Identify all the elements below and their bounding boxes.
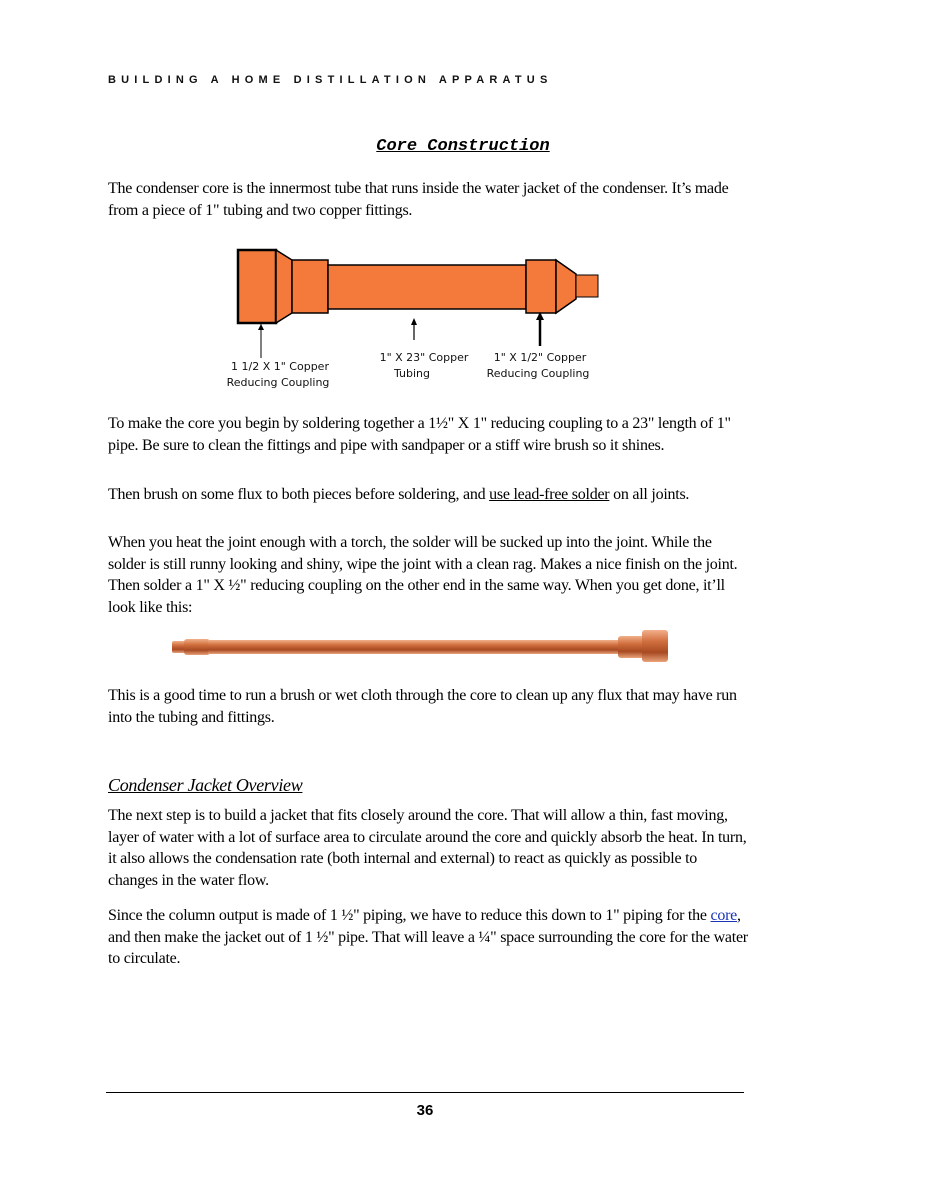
label-left-line1: 1 1/2 X 1" Copper [231, 360, 329, 373]
flux-text-after: on all joints. [609, 486, 690, 503]
label-right-line1: 1" X 1/2" Copper [493, 351, 587, 364]
large-coupling-neck [292, 260, 328, 313]
lead-free-solder-link[interactable]: use lead-free solder [489, 486, 610, 503]
label-middle-line1: 1" X 23" Copper [379, 351, 469, 364]
condenser-core-diagram [220, 240, 620, 390]
page-number: 36 [416, 1102, 434, 1119]
diagram-pipe [238, 250, 598, 323]
flux-text-before: Then brush on some flux to both pieces before soldering, and [108, 486, 490, 503]
label-left-line2: Reducing Coupling [226, 376, 330, 389]
small-coupling-body [526, 260, 556, 313]
small-coupling [184, 639, 210, 655]
core-link[interactable]: core [710, 907, 738, 924]
large-coupling [642, 630, 668, 662]
piping-text-before: Since the column output is made of 1 ½" piping, we have to reduce this down to 1" piping for the [108, 907, 711, 924]
main-tube [328, 265, 526, 309]
paragraph-clean: This is a good time to run a brush or wet cloth through the core to clean up any flux that may have run into the tubing and fittings. [108, 687, 737, 726]
subsection-title: Condenser Jacket Overview [108, 775, 303, 795]
paragraph-flux [108, 484, 748, 506]
section-title: Core Construction [376, 137, 550, 156]
coupling-neck [618, 636, 644, 658]
label-right-line2: Reducing Coupling [486, 367, 590, 380]
paragraph-piping [108, 905, 748, 970]
piping-text-after: , and then make the jacket out of 1 ½" pipe. That will leave a ¼" space surrounding the core for the water to circulate. [108, 907, 748, 967]
paragraph-soldering: To make the core you begin by soldering together a 1½" X 1" reducing coupling to a 23" length of 1" pipe. Be sure to clean the fittings and pipe with sandpaper or a stiff wire brush so it shines. [108, 415, 731, 454]
running-header: BUILDING A HOME DISTILLATION APPARATUS [108, 74, 553, 86]
paragraph-jacket: The next step is to build a jacket that fits closely around the core. That will allow a thin, fast moving, layer of water with a lot of surface area to circulate around the core and quickly absorb the heat. In turn, it also allows the condensation rate (both internal and external) to react as quickly as possible to changes in the water flow. [108, 807, 747, 889]
copper-tube [208, 640, 620, 654]
arrowhead-middle [411, 318, 417, 325]
label-middle-line2: Tubing [393, 367, 431, 380]
arrowhead-left [258, 324, 264, 330]
paragraph-torch: When you heat the joint enough with a torch, the solder will be sucked up into the joint. While the solder is still runny looking and shiny, wipe the joint with a clean rag. Makes a nice finish on the joint. Then solder a 1" X ½" reducing coupling on the other end in the same way. When you get done, it’ll look like this: [108, 534, 738, 616]
footer-rule [106, 1092, 744, 1093]
large-coupling-taper [276, 250, 292, 323]
finished-core-photo [170, 620, 686, 668]
copper-core [172, 630, 668, 662]
large-coupling-body [238, 250, 276, 323]
outlet-end [172, 641, 186, 653]
small-coupling-outlet [576, 275, 598, 297]
intro-paragraph: The condenser core is the innermost tube that runs inside the water jacket of the condenser. It’s made from a piece of 1" tubing and two copper fittings. [108, 180, 729, 219]
small-coupling-taper [556, 260, 576, 313]
